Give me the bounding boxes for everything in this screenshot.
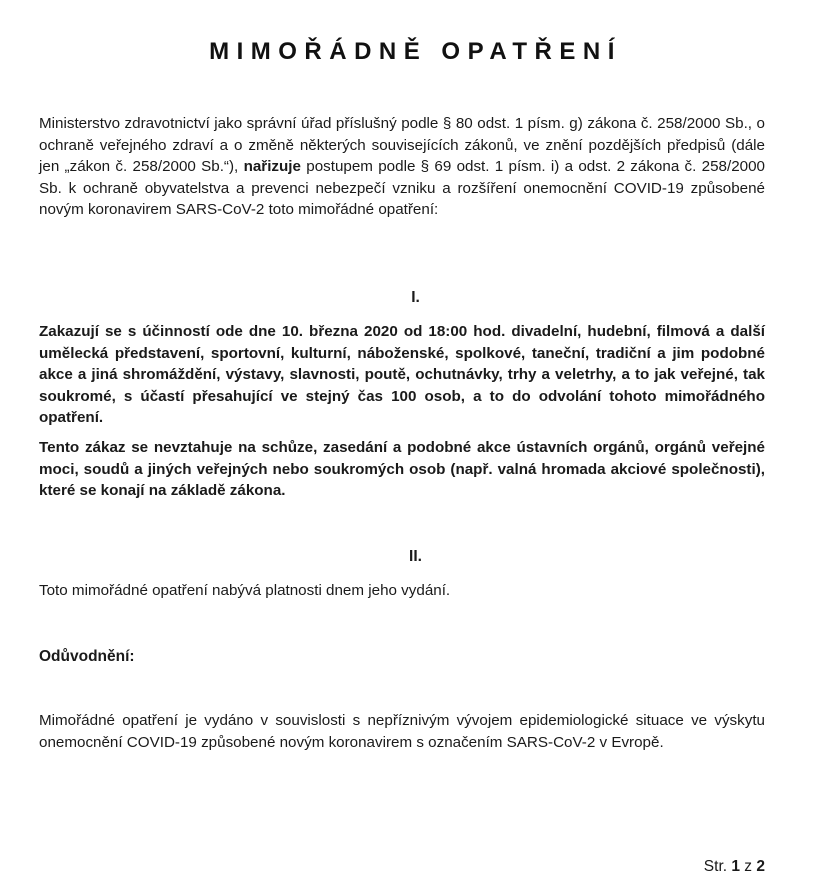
intro-text-start: Ministerstvo zdravotnictví jako správní úřad příslušný podle § 80 odst. 1 písm. g) zákona č. 258/2000 Sb., o ochraně veřejného zdraví a o změně některých souvisejících zákonů, ve znění pozdějších předpisů (dále jen „zákon č. 258/2000 Sb.“),: [39, 115, 765, 176]
justification-paragraph: Mimořádné opatření je vydáno v souvislosti s nepříznivým vývojem epidemiologické situace ve výskytu onemocnění COVID-19 způsobené novým koronavirem s označením SARS-CoV-2 v Evropě.: [39, 712, 765, 751]
intro-bold-word: nařizuje: [243, 158, 301, 176]
intro-text-end: postupem podle § 69 odst. 1 písm. i) a odst. 2 zákona č. 258/2000 Sb. k ochraně obyvatelstva a prevenci nebezpečí vzniku a rozšíření onemocnění COVID-19 způsobené novým koronavirem SARS-CoV-2 toto mimořádné opatření:: [39, 158, 765, 219]
intro-paragraph: [39, 113, 765, 221]
section-1-number: I.: [411, 289, 420, 306]
page-number: [704, 858, 765, 876]
page-number-separator: z: [740, 858, 757, 875]
page-number-current: 1: [731, 858, 740, 875]
section-2-number: II.: [409, 548, 422, 565]
page-number-total: 2: [756, 858, 765, 875]
justification-heading: Odůvodnění:: [39, 648, 135, 665]
section-1-paragraph-2: Tento zákaz se nevztahuje na schůze, zasedání a podobné akce ústavních orgánů, orgánů veřejné moci, soudů a jiných veřejných nebo soukromých osob (např. valná hromada akciové společnosti), které se konají na základě zákona.: [39, 439, 765, 500]
page-number-prefix: Str.: [703, 858, 732, 875]
section-1-paragraph-1: Zakazují se s účinností ode dne 10. března 2020 od 18:00 hod. divadelní, hudební, filmová a další umělecká představení, sportovní, kulturní, náboženské, spolkové, taneční, tradiční a jim podobné akce a jiná shromáždění, výstavy, slavnosti, poutě, ochutnávky, trhy a veletrhy, a to jak veřejné, tak soukromé, s účastí přesahující ve stejný čas 100 osob, a to do odvolání tohoto mimořádného opatření.: [39, 323, 765, 427]
section-2-paragraph: Toto mimořádné opatření nabývá platnosti dnem jeho vydání.: [39, 582, 451, 599]
document-title: MIMOŘÁDNĚ OPATŘENÍ: [209, 38, 622, 65]
